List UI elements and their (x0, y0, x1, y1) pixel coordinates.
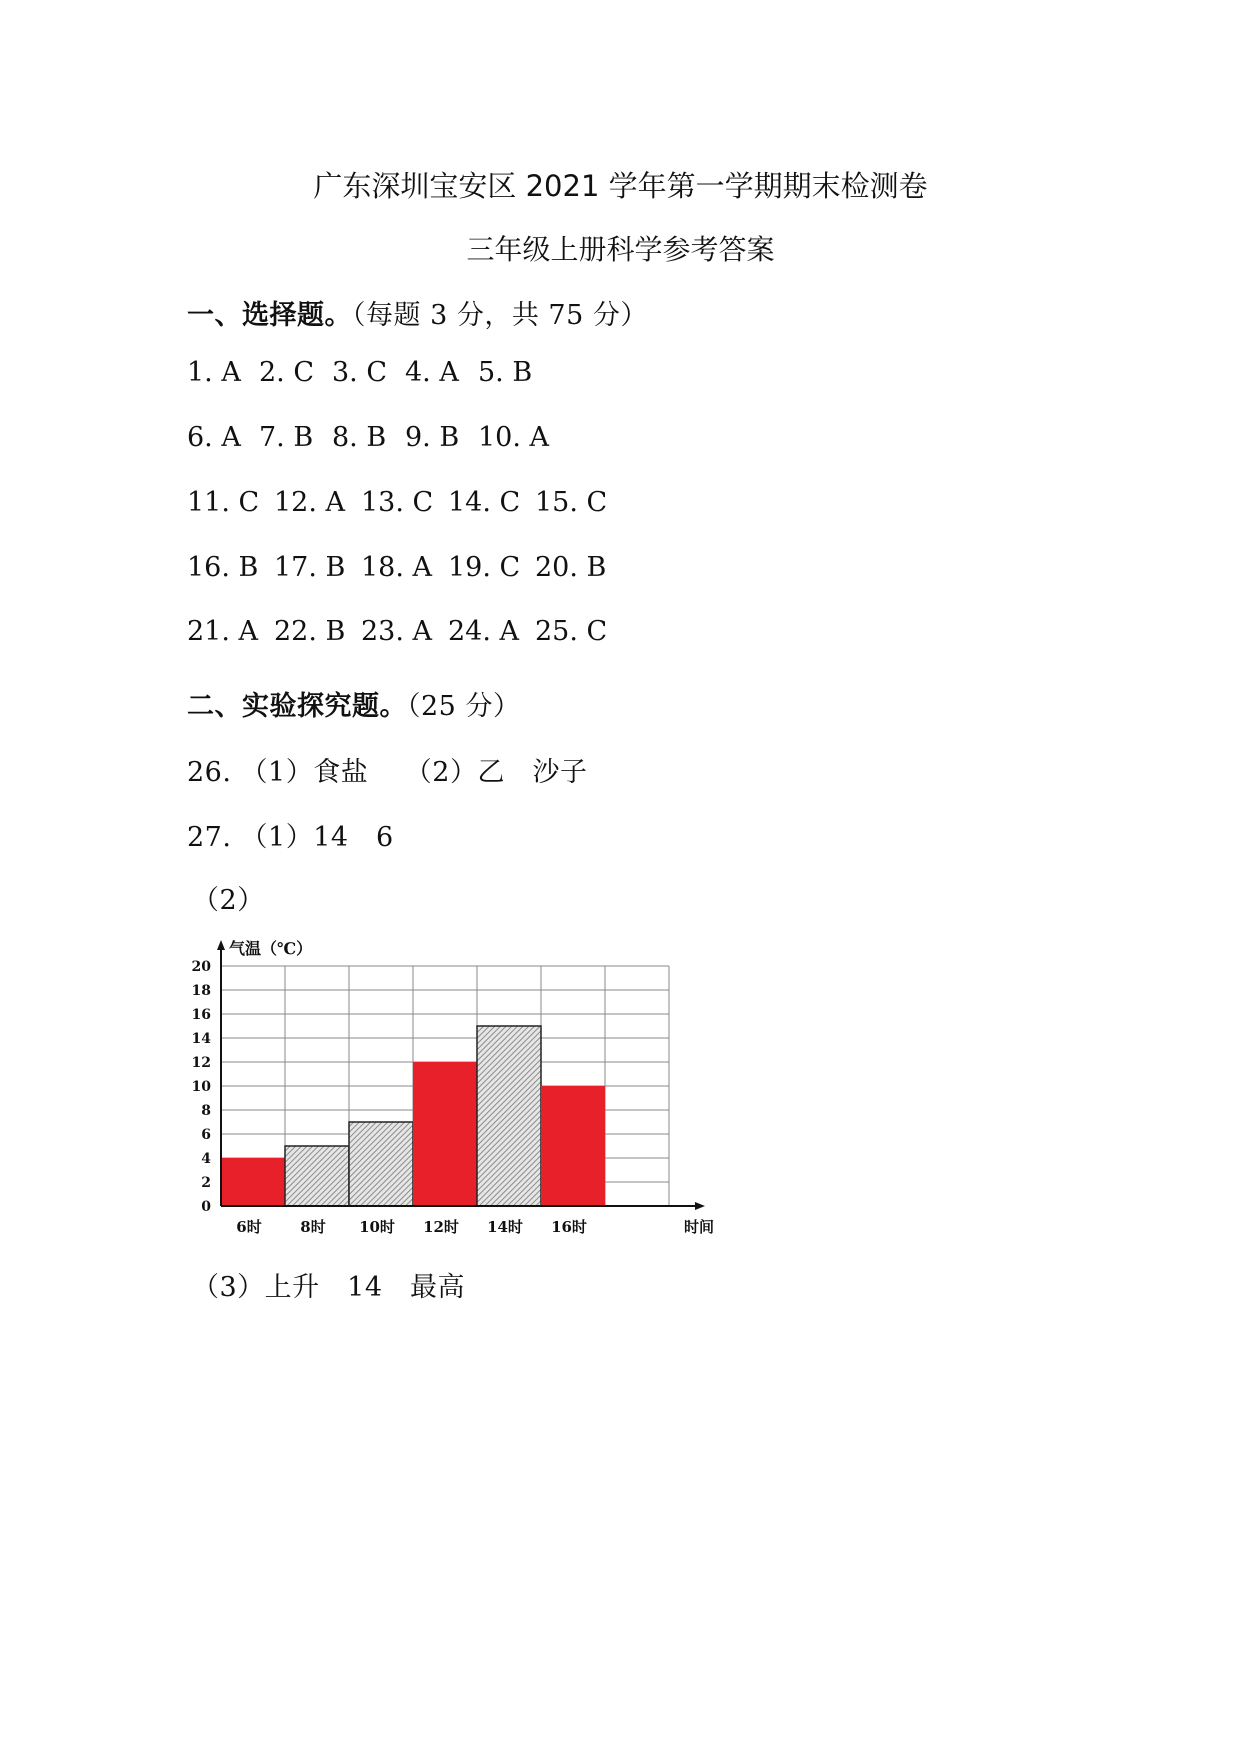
x-tick-label: 8时 (300, 1218, 326, 1236)
answer-q27-part1: 27. （1）14 6 (187, 822, 394, 853)
answer-item: 24. A (448, 616, 520, 647)
answer-item: 6. A (187, 422, 241, 453)
x-tick-label: 6时 (236, 1218, 262, 1236)
bar-16时 (541, 1086, 605, 1206)
answer-item: 15. C (535, 487, 608, 518)
bar-8时 (285, 1146, 349, 1206)
answer-item: 8. B (332, 422, 387, 453)
answer-item: 11. C (187, 487, 260, 518)
y-tick-label: 18 (191, 983, 211, 999)
answer-item: 21. A (187, 616, 259, 647)
answer-q27-part2-label: （2） (192, 885, 265, 916)
answer-item: 23. A (361, 616, 433, 647)
y-tick-label: 14 (191, 1031, 211, 1047)
section1-heading-text: 一、选择题。 (187, 300, 352, 331)
section1-note: （每题 3 分，共 75 分） (352, 300, 648, 331)
answer-item: 20. B (535, 552, 607, 583)
bar-14时 (477, 1026, 541, 1206)
answer-item: 1. A (187, 357, 241, 388)
x-tick-label: 12时 (423, 1218, 459, 1236)
section2-heading-text: 二、实验探究题。 (187, 691, 407, 722)
y-tick-label: 12 (191, 1055, 211, 1071)
bar-10时 (349, 1122, 413, 1206)
answer-item: 10. A (478, 422, 550, 453)
document-title: 广东深圳宝安区 2021 学年第一学期期末检测卷 (313, 169, 928, 203)
answer-item: 17. B (274, 552, 346, 583)
answer-item: 13. C (361, 487, 434, 518)
y-axis-label: 气温（℃） (229, 939, 313, 958)
answer-item: 4. A (405, 357, 459, 388)
answer-item: 25. C (535, 616, 608, 647)
bar-12时 (413, 1062, 477, 1206)
document-subtitle: 三年级上册科学参考答案 (466, 233, 775, 266)
y-tick-label: 0 (201, 1199, 211, 1215)
temperature-bar-chart (185, 928, 725, 1248)
y-axis-arrow (217, 940, 225, 950)
answer-item: 22. B (274, 616, 346, 647)
answer-q26: 26. （1）食盐 （2）乙 沙子 (187, 757, 588, 788)
x-tick-label: 10时 (359, 1218, 395, 1236)
answer-item: 14. C (448, 487, 521, 518)
y-tick-label: 6 (201, 1127, 211, 1143)
chart-svg (185, 928, 725, 1248)
x-axis-label: 时间 (683, 1218, 715, 1236)
answer-item: 16. B (187, 552, 259, 583)
section1-heading (187, 293, 648, 332)
answer-item: 12. A (274, 487, 346, 518)
y-tick-label: 10 (191, 1079, 211, 1095)
y-tick-label: 8 (201, 1103, 211, 1119)
answer-item: 2. C (259, 357, 315, 388)
answer-item: 9. B (405, 422, 460, 453)
answer-item: 18. A (361, 552, 433, 583)
y-tick-label: 16 (191, 1007, 211, 1023)
answer-item: 5. B (478, 357, 533, 388)
answer-item: 7. B (259, 422, 314, 453)
section2-heading (187, 684, 520, 723)
y-tick-label: 2 (201, 1175, 211, 1191)
answer-item: 3. C (332, 357, 388, 388)
x-tick-label: 14时 (487, 1218, 523, 1236)
section2-note: （25 分） (407, 691, 521, 722)
y-tick-label: 4 (201, 1151, 211, 1167)
x-axis-arrow (695, 1202, 705, 1210)
y-tick-label: 20 (191, 959, 211, 975)
x-tick-label: 16时 (551, 1218, 587, 1236)
answer-q27-part3: （3）上升 14 最高 (192, 1272, 466, 1303)
answer-item: 19. C (448, 552, 521, 583)
bar-6时 (221, 1158, 285, 1206)
